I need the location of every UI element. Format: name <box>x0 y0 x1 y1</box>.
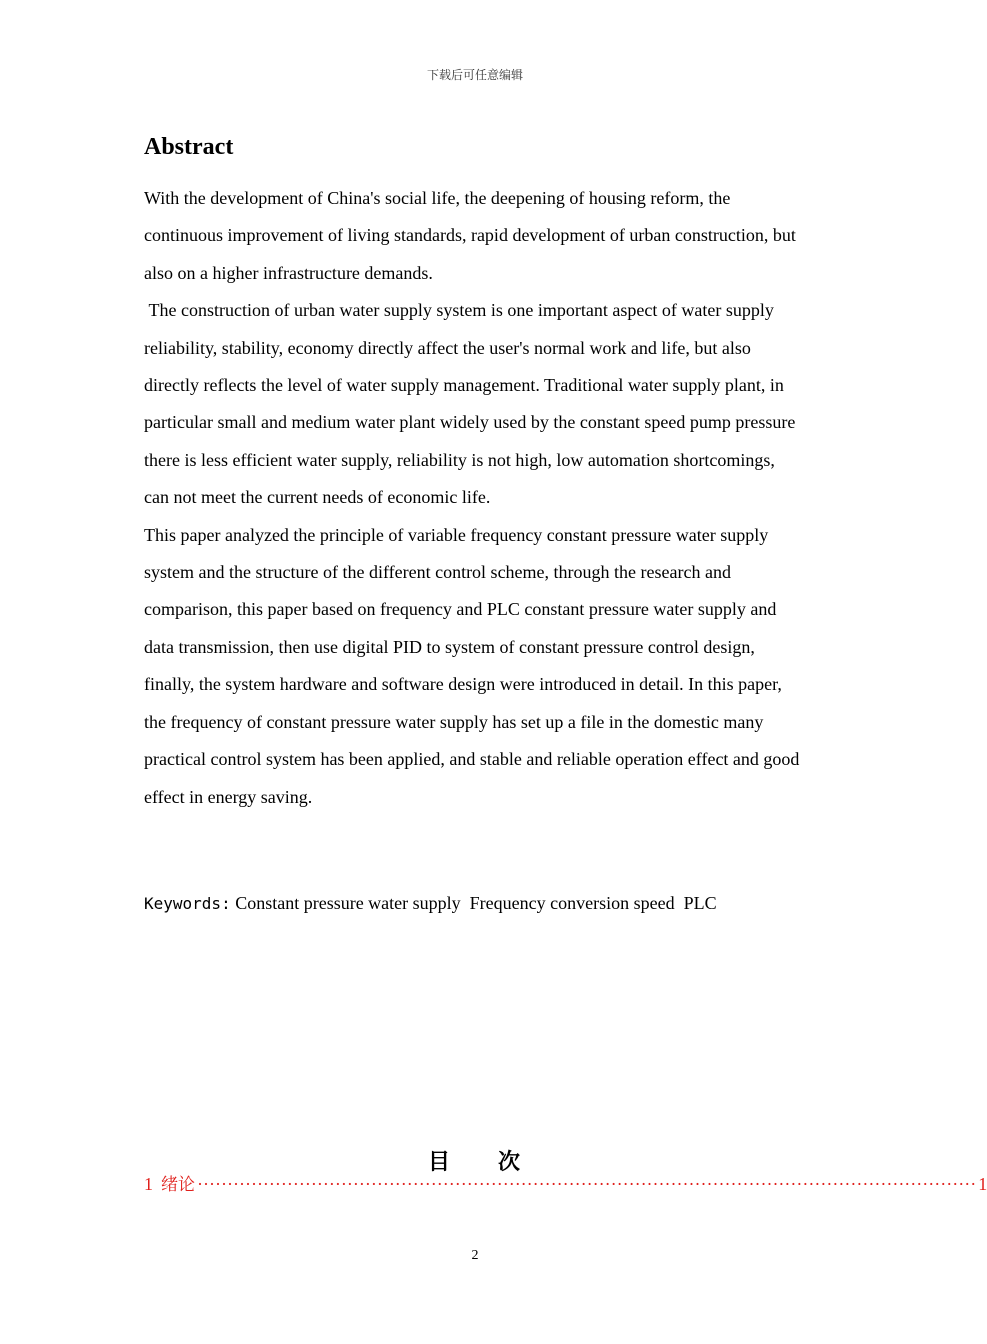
abstract-paragraph-2: The construction of urban water supply system is one important aspect of water supply reliability, stability, economy directly affect the user's normal work and life, but also directly reflects the level of water supply management. Traditional water supply plant, in particular small and medium water plant widely used by the constant speed pump pressure there is less efficient water supply, reliability is not high, low automation shortcomings, can not meet the current needs of economic life. <box>144 300 800 508</box>
abstract-title: Abstract <box>144 134 234 160</box>
abstract-paragraph-1: With the development of China's social life, the deepening of housing reform, the continuous improvement of living standards, rapid development of urban construction, but also on a higher infrastructure demands. <box>144 188 796 283</box>
toc-entry-number: 1 <box>144 1174 153 1194</box>
toc-title-char-1: 目 <box>427 1150 452 1175</box>
page-header: 下载后可任意编辑 <box>426 68 523 82</box>
page-number: 2 <box>471 1248 479 1263</box>
toc-leader-dots: ·································································································································· <box>197 1174 977 1194</box>
keywords-value: Constant pressure water supply Frequency conversion speed PLC <box>235 893 717 913</box>
abstract-body <box>144 180 804 816</box>
keywords <box>144 890 824 917</box>
keywords-label: Keywords: <box>144 894 231 913</box>
abstract-paragraph-3: This paper analyzed the principle of variable frequency constant pressure water supply system and the structure of the different control scheme, through the research and comparison, this paper based on frequency and PLC constant pressure water supply and data transmission, then use digital PID to system of constant pressure control design, finally, the system hardware and software design were introduced in detail. In this paper, the frequency of constant pressure water supply has set up a file in the domestic many practical control system has been applied, and stable and reliable operation effect and good effect in energy saving. <box>144 524 800 807</box>
toc-title-char-2: 次 <box>498 1150 523 1175</box>
toc-entry-label: 绪论 <box>161 1175 195 1195</box>
toc-entry[interactable] <box>144 1172 987 1197</box>
toc-entry-page: 1 <box>978 1174 987 1194</box>
